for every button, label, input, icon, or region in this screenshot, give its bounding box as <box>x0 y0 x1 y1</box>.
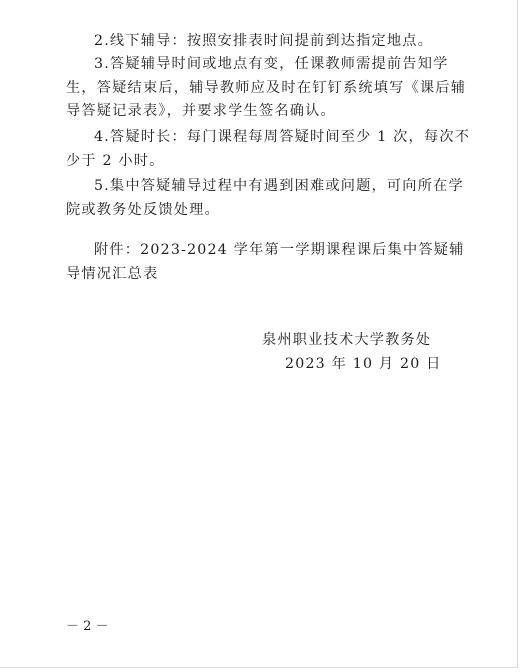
signature-date: 2023 年 10 月 20 日 <box>285 356 442 372</box>
item-2-paragraph: 2.线下辅导：按照安排表时间提前到达指定地点。 <box>94 33 434 49</box>
page-number: － 2 － <box>66 619 109 634</box>
signature-organization: 泉州职业技术大学教务处 <box>262 332 432 348</box>
item-3-paragraph: 3.答疑辅导时间或地点有变，任课教师需提前告知学生，答疑结束后，辅导教师应及时在钉钉系统填写《课后辅导答疑记录表》，并要求学生签名确认。 <box>66 56 467 119</box>
item-5-paragraph: 5.集中答疑辅导过程中有遇到困难或问题，可向所在学院或教务处反馈处理。 <box>66 178 464 218</box>
attachment-paragraph: 附件：2023-2024 学年第一学期课程课后集中答疑辅导情况汇总表 <box>66 242 465 282</box>
item-4-paragraph: 4.答疑时长：每门课程每周答疑时间至少 1 次，每次不少于 2 小时。 <box>66 129 471 169</box>
